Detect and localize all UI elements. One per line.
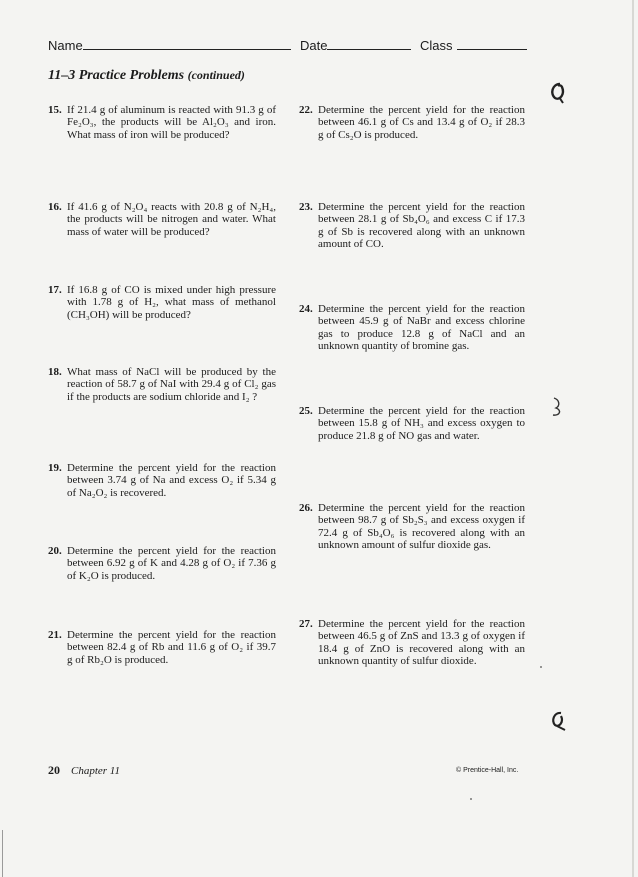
problem-text: If 16.8 g of CO is mixed under high pressure with 1.78 g of H₂, what mass of methanol (CH₃OH) will be produced? bbox=[67, 284, 276, 321]
problem-number: 15. bbox=[48, 104, 62, 116]
problem-text: Determine the percent yield for the reaction between 98.7 g of Sb₂S₃ and excess oxygen if 72.4 g of Sb₄O₆ is recovered along with an unknown amount of sulfur dioxide gas. bbox=[318, 502, 525, 552]
problem-text: Determine the percent yield for the reaction between 28.1 g of Sb₄O₆ and excess C if 17.3 g of Sb is recovered along with an unknown amount of CO. bbox=[318, 201, 525, 251]
problem-number: 24. bbox=[299, 303, 313, 315]
problem-number: 20. bbox=[48, 545, 62, 557]
scan-edge bbox=[632, 0, 634, 877]
problem-text: Determine the percent yield for the reaction between 45.9 g of NaBr and excess chlorine gas to produce 12.8 g of NaCl and an unknown quantity of bromine gas. bbox=[318, 303, 525, 353]
class-field bbox=[420, 38, 527, 53]
problem-number: 22. bbox=[299, 104, 313, 116]
chapter-label: Chapter 11 bbox=[71, 765, 120, 777]
pencil-mark-icon bbox=[546, 708, 570, 734]
scan-mark bbox=[2, 830, 3, 877]
date-label: Date bbox=[300, 38, 328, 53]
date-field bbox=[300, 38, 411, 53]
problem-number: 19. bbox=[48, 462, 62, 474]
problem-number: 27. bbox=[299, 618, 313, 630]
title-suffix: (continued) bbox=[187, 68, 245, 82]
problem-text: Determine the percent yield for the reaction between 15.8 g of NH₃ and excess oxygen to produce 21.8 g of NO gas and water. bbox=[318, 405, 525, 442]
problem-text: Determine the percent yield for the reaction between 3.74 g of Na and excess O₂ if 5.34 g of Na₂O₂ is recovered. bbox=[67, 462, 276, 499]
pencil-mark-icon bbox=[546, 80, 570, 106]
page-footer bbox=[48, 763, 120, 778]
class-label: Class bbox=[420, 38, 453, 53]
speck bbox=[470, 798, 472, 800]
copyright: © Prentice-Hall, Inc. bbox=[456, 767, 519, 774]
name-line bbox=[83, 38, 291, 50]
page-number: 20 bbox=[48, 763, 60, 777]
problem-text: If 21.4 g of aluminum is reacted with 91.3 g of Fe₂O₃, the products will be Al₂O₃ and iron. What mass of iron will be produced? bbox=[67, 104, 276, 141]
problem-text: Determine the percent yield for the reaction between 82.4 g of Rb and 11.6 g of O₂ if 39.7 g of Rb₂O is produced. bbox=[67, 629, 276, 666]
page-title bbox=[48, 68, 245, 84]
problem-text: What mass of NaCl will be produced by the reaction of 58.7 g of NaI with 29.4 g of Cl₂ gas if the products are sodium chloride and I₂ ? bbox=[67, 366, 276, 403]
problem-number: 26. bbox=[299, 502, 313, 514]
class-line bbox=[457, 38, 527, 50]
problem-number: 25. bbox=[299, 405, 313, 417]
name-field bbox=[48, 38, 291, 53]
problem-number: 18. bbox=[48, 366, 62, 378]
problem-text: Determine the percent yield for the reaction between 46.1 g of Cs and 13.4 g of O₂ if 28.3 g of Cs₂O is produced. bbox=[318, 104, 525, 141]
title-main: 11–3 Practice Problems bbox=[48, 68, 185, 83]
pencil-mark-icon bbox=[546, 394, 568, 420]
problem-number: 16. bbox=[48, 201, 62, 213]
problem-number: 17. bbox=[48, 284, 62, 296]
problem-number: 21. bbox=[48, 629, 62, 641]
speck bbox=[540, 666, 542, 668]
problem-text: If 41.6 g of N₂O₄ reacts with 20.8 g of N₂H₄, the products will be nitrogen and water. What mass of water will be produced? bbox=[67, 201, 276, 238]
problem-text: Determine the percent yield for the reaction between 6.92 g of K and 4.28 g of O₂ if 7.36 g of K₂O is produced. bbox=[67, 545, 276, 582]
problem-text: Determine the percent yield for the reaction between 46.5 g of ZnS and 13.3 g of oxygen if 18.4 g of ZnO is recovered along with an unknown quantity of sulfur dioxide. bbox=[318, 618, 525, 668]
problem-number: 23. bbox=[299, 201, 313, 213]
date-line bbox=[327, 38, 411, 50]
name-label: Name bbox=[48, 38, 83, 53]
